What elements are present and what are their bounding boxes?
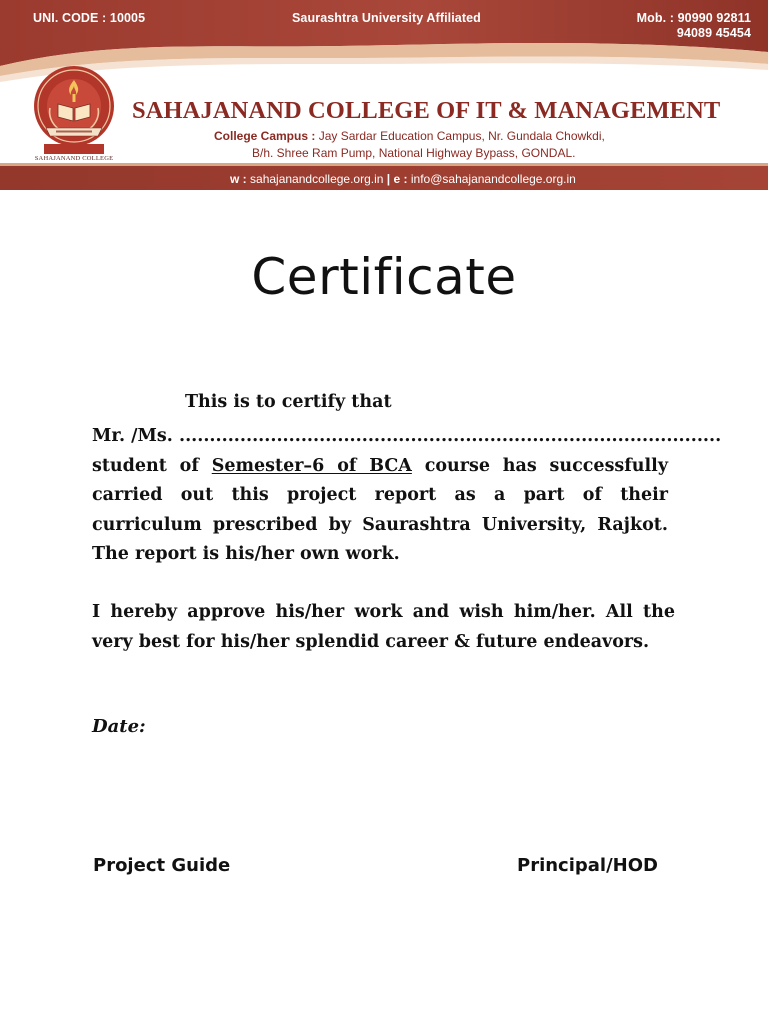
date-label: Date: <box>92 716 146 737</box>
website-link[interactable]: sahajanandcollege.org.in <box>250 172 384 186</box>
principal-hod-signature: Principal/HOD <box>517 855 658 876</box>
university-affiliation: Saurashtra University Affiliated <box>292 11 481 25</box>
address-label: College Campus : <box>214 129 316 143</box>
mobile-number-primary: Mob. : 90990 92811 <box>636 11 751 25</box>
student-name-line: Mr. /Ms. ......................................................................................... <box>92 426 722 446</box>
letterhead <box>0 0 768 190</box>
contact-line <box>230 172 576 186</box>
body-text-post: course has successfully carried out this project report as a part of their curriculum prescribed by Saurashtra University, Rajkot. The report is his/her own work. <box>92 455 668 564</box>
mobile-number-secondary: 94089 45454 <box>676 26 751 40</box>
certificate-intro: This is to certify that <box>185 392 392 412</box>
college-name: SAHAJANAND COLLEGE OF IT & MANAGEMENT <box>132 97 721 124</box>
college-emblem-icon <box>30 64 118 166</box>
certificate-title: Certificate <box>251 248 517 306</box>
project-guide-signature: Project Guide <box>93 855 231 876</box>
contact-separator: | <box>386 172 391 186</box>
course-highlight: Semester–6 of BCA <box>211 455 412 476</box>
body-text-pre: student of <box>92 455 199 476</box>
university-code: UNI. CODE : 10005 <box>33 11 146 25</box>
approval-text: I hereby approve his/her work and wish him/her. All the very best for his/her splendid career & future endeavors. <box>92 602 675 652</box>
email-link[interactable]: info@sahajanandcollege.org.in <box>410 172 576 186</box>
address-line-1: Jay Sardar Education Campus, Nr. Gundala Chowkdi, <box>318 129 605 143</box>
certificate-body <box>92 422 722 570</box>
college-address <box>214 128 605 162</box>
web-label: w : <box>230 172 247 186</box>
email-label: e : <box>393 172 408 186</box>
mobile-numbers <box>637 11 751 41</box>
logo-caption: SAHAJANAND COLLEGE <box>34 155 114 162</box>
address-line-2: B/h. Shree Ram Pump, National Highway Bypass, GONDAL. <box>252 146 576 160</box>
